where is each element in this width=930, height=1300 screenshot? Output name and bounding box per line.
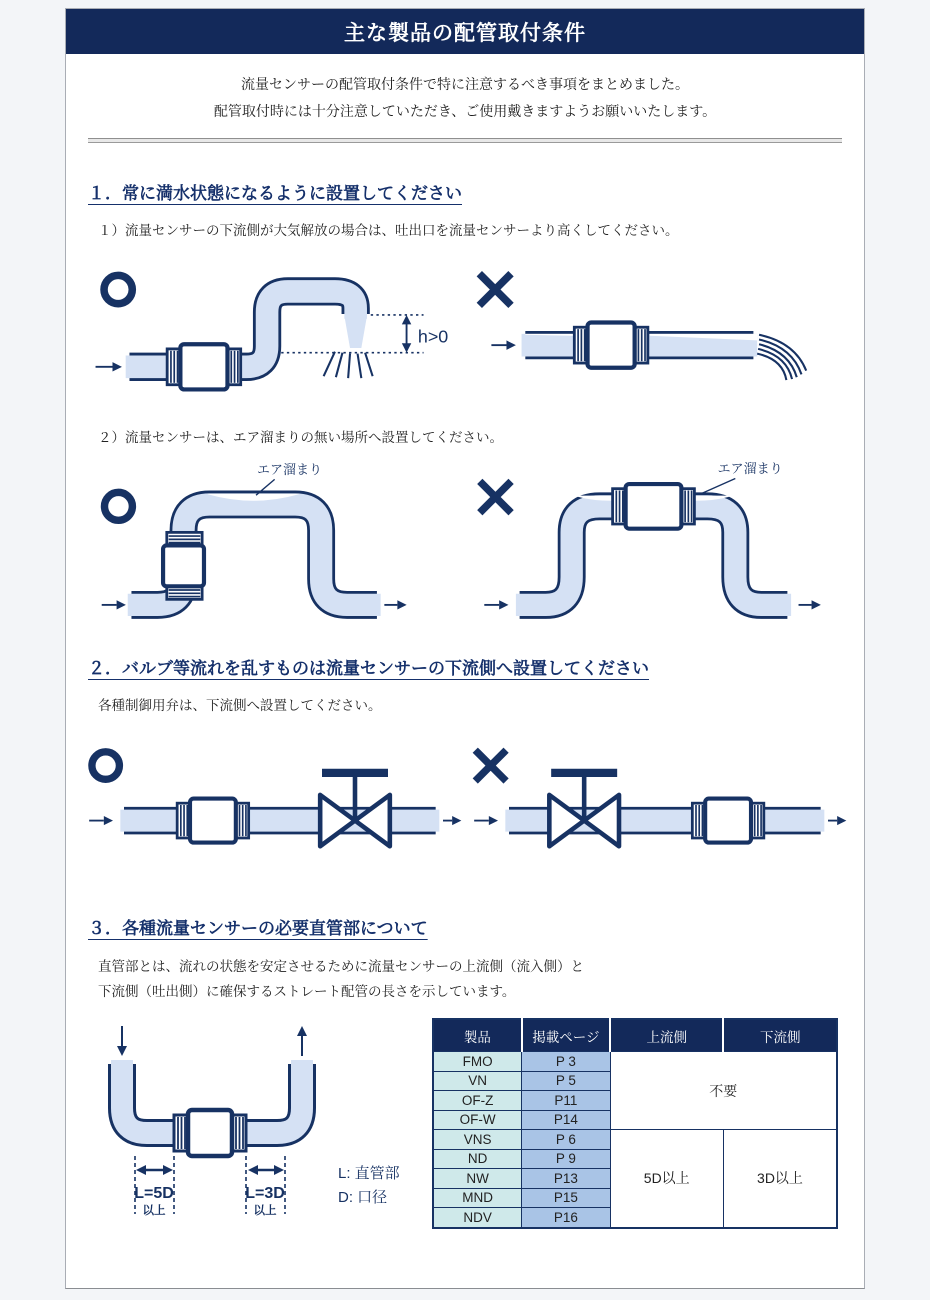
page-cell: P 5 xyxy=(522,1071,610,1091)
document-page xyxy=(65,8,865,1289)
flow-sensor xyxy=(613,484,695,529)
intro-line-2: 配管取付時には十分注意していただき、ご使用戴きますようお願いいたします。 xyxy=(213,103,717,119)
dimension-arrow-right xyxy=(248,1165,284,1175)
dim-right-min: 以上 xyxy=(253,1205,277,1217)
downstream-requirement-cell: 3D以上 xyxy=(723,1130,837,1228)
product-cell: NDV xyxy=(433,1208,522,1228)
section3-desc xyxy=(98,954,864,1004)
col-page: 掲載ページ xyxy=(522,1019,610,1052)
dimension-arrow-left xyxy=(136,1165,173,1175)
section3-desc-line2: 下流側（吐出側）に確保するストレート配管の長さを示しています。 xyxy=(98,984,516,999)
section2-heading: ２．バルブ等流れを乱すものは流量センサーの下流側へ設置してください xyxy=(88,659,649,678)
product-cell: FMO xyxy=(433,1052,522,1072)
product-cell: OF-W xyxy=(433,1110,522,1130)
flow-sensor xyxy=(163,532,204,599)
product-cell: ND xyxy=(433,1149,522,1169)
valve-symbol xyxy=(320,773,390,846)
product-cell: OF-Z xyxy=(433,1091,522,1111)
col-product: 製品 xyxy=(433,1019,522,1052)
flow-sensor xyxy=(177,799,249,843)
diagram-row-airpocket xyxy=(66,458,864,630)
bad-mark-icon xyxy=(482,484,508,510)
table-row xyxy=(433,1052,837,1072)
section3-heading: ３．各種流量センサーの必要直管部について xyxy=(88,919,428,938)
page-cell: P13 xyxy=(522,1169,610,1189)
product-cell: VN xyxy=(433,1071,522,1091)
diagram-row-valve xyxy=(66,730,864,880)
air-pocket-label: エア溜まり xyxy=(717,460,783,476)
page-cell: P 6 xyxy=(522,1130,610,1150)
legend-diameter: D: 口径 xyxy=(338,1189,388,1206)
dim-right-label: L=3D xyxy=(245,1185,285,1202)
legend-straight-run: L: 直管部 xyxy=(338,1165,400,1182)
diagram-airpocket-bad xyxy=(465,458,842,630)
pouring-water xyxy=(757,335,806,380)
page-cell: P14 xyxy=(522,1110,610,1130)
straight-pipe-figure-and-table xyxy=(66,1018,864,1229)
good-mark-icon xyxy=(104,275,132,303)
section1-item1: １）流量センサーの下流側が大気解放の場合は、吐出口を流量センサーより高くしてください。 xyxy=(98,223,679,238)
diagram-valve-bad xyxy=(465,730,850,880)
good-mark-icon xyxy=(92,752,120,780)
flow-sensor xyxy=(174,1110,246,1156)
separator-line xyxy=(88,138,842,143)
section1-item2: ２）流量センサーは、エア溜まりの無い場所へ設置してください。 xyxy=(98,430,503,445)
product-cell: NW xyxy=(433,1169,522,1189)
table-row xyxy=(433,1130,837,1150)
no-straight-run-cell: 不要 xyxy=(610,1052,837,1130)
section3-desc-line1: 直管部とは、流れの状態を安定させるために流量センサーの上流側（流入側）と xyxy=(98,959,584,974)
page-cell: P16 xyxy=(522,1208,610,1228)
intro-line-1: 流量センサーの配管取付条件で特に注意するべき事項をまとめました。 xyxy=(241,76,689,92)
dim-left-min: 以上 xyxy=(142,1205,166,1217)
diagram-valve-good xyxy=(80,730,465,880)
page-cell: P15 xyxy=(522,1188,610,1208)
diagram-row-outlet xyxy=(66,251,864,411)
col-downstream: 下流側 xyxy=(723,1019,837,1052)
bad-mark-icon xyxy=(478,753,504,779)
intro-text xyxy=(66,71,864,125)
flow-sensor xyxy=(167,344,241,389)
page-cell: P 3 xyxy=(522,1052,610,1072)
air-pocket-leader xyxy=(702,478,735,493)
height-dimension xyxy=(402,315,411,353)
diagram-outlet-bad xyxy=(465,251,842,411)
page-cell: P 9 xyxy=(522,1149,610,1169)
diagram-airpocket-good xyxy=(88,458,465,630)
h-gap-label: h>0 xyxy=(417,326,449,347)
col-upstream: 上流側 xyxy=(610,1019,723,1052)
flow-sensor xyxy=(574,323,648,368)
good-mark-icon xyxy=(105,492,133,520)
flow-sensor xyxy=(692,799,764,843)
page-title: 主な製品の配管取付条件 xyxy=(66,9,864,54)
straight-run-table xyxy=(432,1018,838,1229)
product-cell: MND xyxy=(433,1188,522,1208)
water-jet xyxy=(344,316,367,348)
bad-mark-icon xyxy=(482,276,508,302)
section2-item1: 各種制御用弁は、下流側へ設置してください。 xyxy=(98,698,382,713)
product-cell: VNS xyxy=(433,1130,522,1150)
diagram-straight-run xyxy=(88,1018,432,1228)
dim-left-label: L=5D xyxy=(134,1185,174,1202)
section1-heading: １．常に満水状態になるように設置してください xyxy=(88,184,462,203)
page-cell: P11 xyxy=(522,1091,610,1111)
upstream-requirement-cell: 5D以上 xyxy=(610,1130,723,1228)
valve-symbol xyxy=(549,773,619,846)
air-pocket-label: エア溜まり xyxy=(257,461,323,477)
water-spray xyxy=(324,352,373,378)
diagram-outlet-good xyxy=(88,251,465,411)
table-header-row xyxy=(433,1019,837,1052)
